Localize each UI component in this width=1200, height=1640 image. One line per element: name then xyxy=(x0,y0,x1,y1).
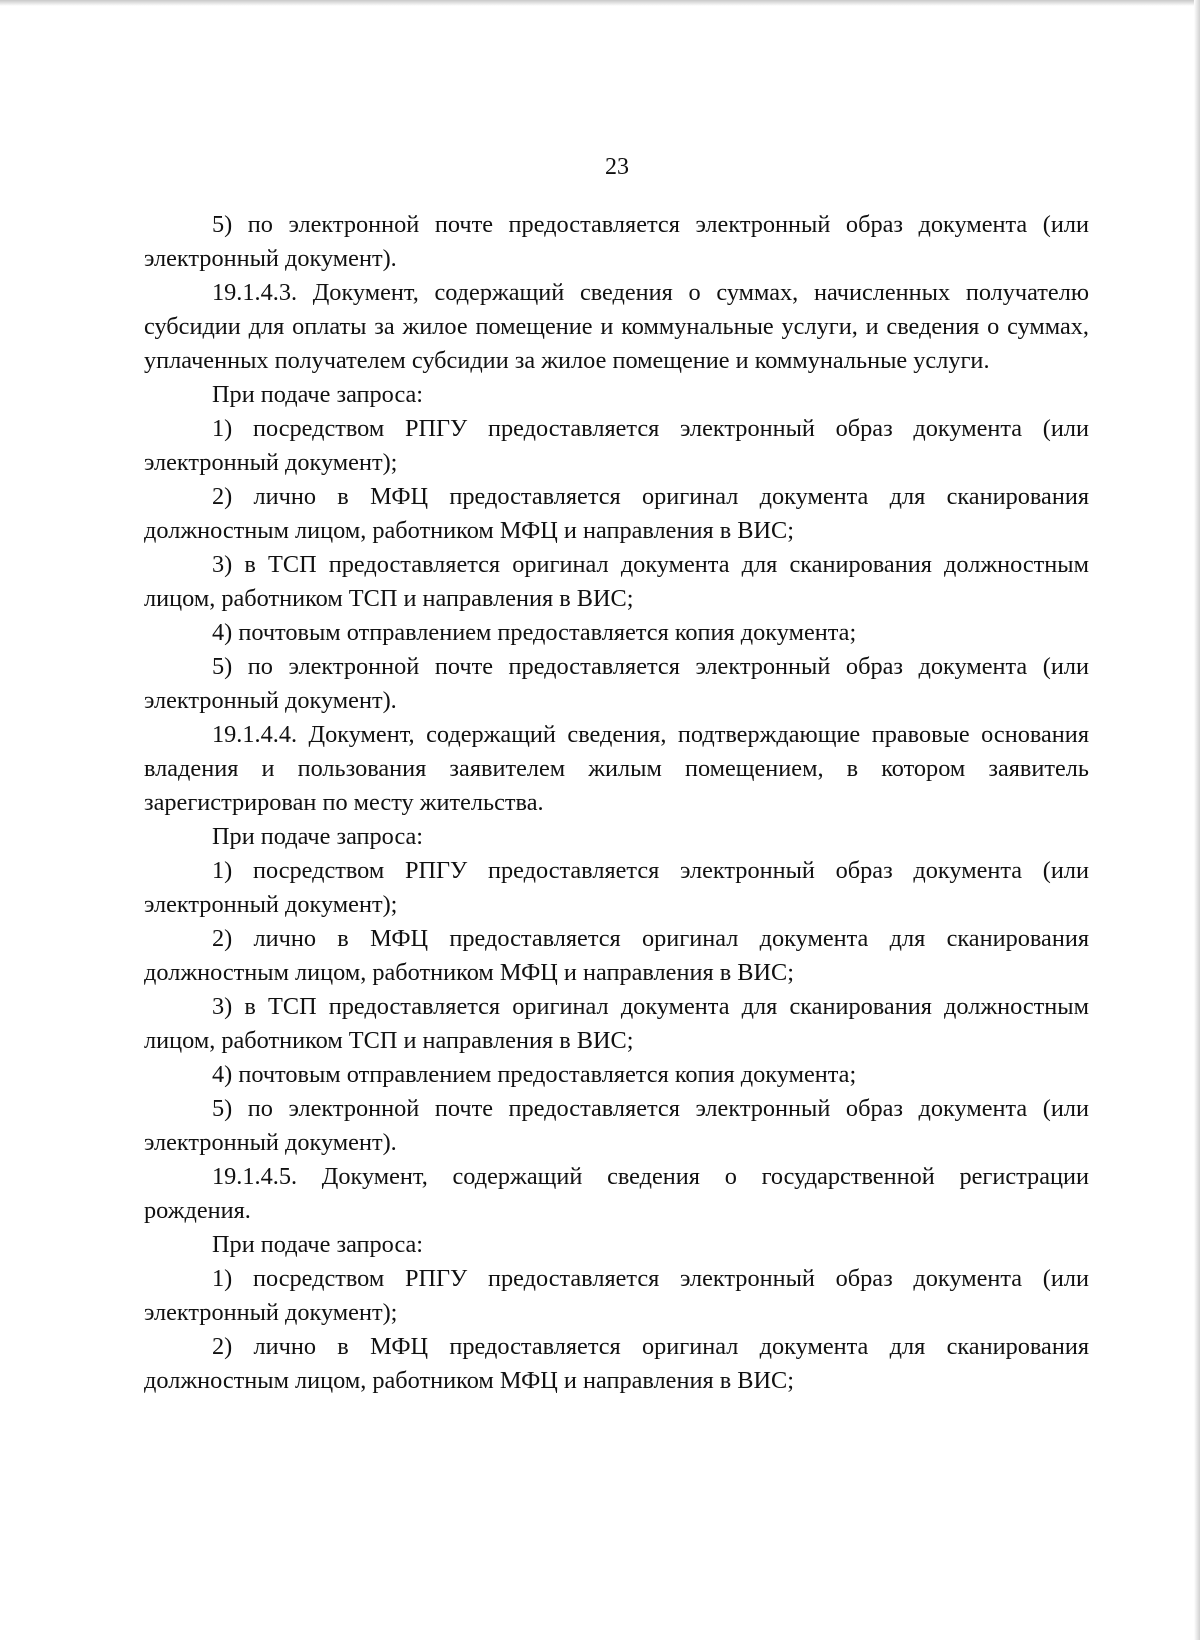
paragraph: 5) по электронной почте предоставляется электронный образ документа (или электронный документ). xyxy=(144,1095,1089,1156)
paragraph: 2) лично в МФЦ предоставляется оригинал документа для сканирования должностным лицом, работником МФЦ и направления в ВИС; xyxy=(144,925,1089,986)
page-number: 23 xyxy=(605,154,629,180)
paragraph: 19.1.4.3. Документ, содержащий сведения о суммах, начисленных получателю субсидии для оплаты за жилое помещение и коммунальные услуги, и сведения о суммах, уплаченных получателем субсидии за жилое помещение и коммунальные услуги. xyxy=(144,279,1089,374)
document-body xyxy=(144,208,1089,1398)
scan-edge-top xyxy=(0,0,1200,6)
paragraph: 3) в ТСП предоставляется оригинал документа для сканирования должностным лицом, работником ТСП и направления в ВИС; xyxy=(144,993,1089,1054)
paragraph: 4) почтовым отправлением предоставляется копия документа; xyxy=(212,619,857,646)
paragraph: 19.1.4.5. Документ, содержащий сведения о государственной регистрации рождения. xyxy=(144,1163,1089,1224)
paragraph: 1) посредством РПГУ предоставляется электронный образ документа (или электронный документ); xyxy=(144,415,1089,476)
paragraph: При подаче запроса: xyxy=(212,823,424,850)
scan-edge-right xyxy=(1194,0,1200,1640)
paragraph: 4) почтовым отправлением предоставляется копия документа; xyxy=(212,1061,857,1088)
paragraph: При подаче запроса: xyxy=(212,1231,424,1258)
paragraph: 1) посредством РПГУ предоставляется электронный образ документа (или электронный документ); xyxy=(144,857,1089,918)
paragraph: При подаче запроса: xyxy=(212,381,424,408)
paragraph: 2) лично в МФЦ предоставляется оригинал документа для сканирования должностным лицом, работником МФЦ и направления в ВИС; xyxy=(144,1333,1089,1394)
paragraph: 5) по электронной почте предоставляется электронный образ документа (или электронный документ). xyxy=(144,653,1089,714)
paragraph: 19.1.4.4. Документ, содержащий сведения, подтверждающие правовые основания владения и пользования заявителем жилым помещением, в котором заявитель зарегистрирован по месту жительства. xyxy=(144,721,1089,816)
paragraph: 1) посредством РПГУ предоставляется электронный образ документа (или электронный документ); xyxy=(144,1265,1089,1326)
paragraph: 3) в ТСП предоставляется оригинал документа для сканирования должностным лицом, работником ТСП и направления в ВИС; xyxy=(144,551,1089,612)
paragraph: 2) лично в МФЦ предоставляется оригинал документа для сканирования должностным лицом, работником МФЦ и направления в ВИС; xyxy=(144,483,1089,544)
paragraph: 5) по электронной почте предоставляется электронный образ документа (или электронный документ). xyxy=(144,211,1089,272)
